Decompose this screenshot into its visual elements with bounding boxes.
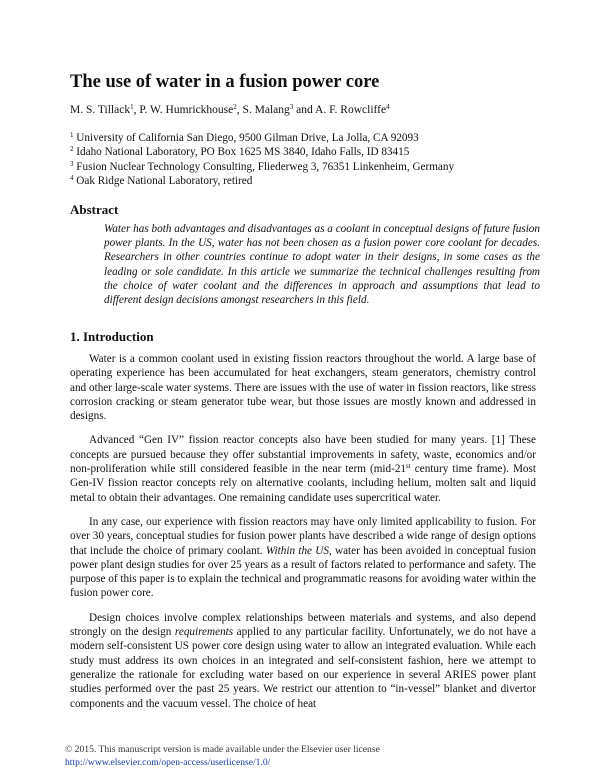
paragraph [70, 611, 536, 711]
paragraph-text: Water is a common coolant used in existing fission reactors throughout the world. A large base of operating experience has been accumulated for heat exchangers, steam generators, chemistry control and other large-scale water systems. There are issues with the use of water in fission reactors, like stress corrosion cracking or steam generator tube wear, but those issues are mostly known and addressed in designs. [70, 353, 536, 423]
author-affiliation-marker: 3 [289, 103, 294, 111]
emphasis-text: Within the US [265, 544, 329, 557]
author-affiliation-marker: 2 [233, 103, 237, 111]
affiliation-number: 2 [70, 145, 74, 154]
author-list [70, 104, 390, 116]
section-heading: 1. Introduction [70, 329, 154, 344]
author-affiliation-marker: 4 [386, 103, 390, 111]
affiliation-text: Fusion Nuclear Technology Consulting, Fliederweg 3, 76351 Linkenheim, Germany [73, 160, 455, 173]
paragraph-text: In any case, our experience with fission reactors may have only limited applicability to fusion. For over 30 years, conceptual studies for fusion power plants have described a wide range of design options that include the choice of primary coolant. [70, 515, 536, 557]
paragraph [70, 352, 536, 423]
ordinal-superscript: st [406, 462, 411, 471]
affiliation-number: 1 [70, 131, 74, 139]
paper-title: The use of water in a fusion power core [70, 72, 380, 92]
abstract-heading: Abstract [70, 202, 119, 217]
affiliation-item [70, 145, 454, 159]
paragraph-text: century time frame). Most Gen-IV fission reactor concepts rely on alternative coolants, including helium, molten salt and liquid metal to obtain their advantages. One remaining candidate uses supercritical water. [70, 463, 536, 504]
affiliation-item [70, 131, 454, 145]
affiliation-number: 4 [70, 173, 74, 182]
affiliation-text: Idaho National Laboratory, PO Box 1625 MS 3840, Idaho Falls, ID 83415 [73, 146, 410, 159]
affiliation-text: Oak Ridge National Laboratory, retired [73, 174, 253, 187]
author-name: A. F. Rowcliffe [315, 104, 387, 116]
author-separator: , [133, 104, 140, 116]
paragraph-text: applied to any particular facility. Unfortunately, we do not have a modern self-consistent US power core design using water to allow an integrated evaluation. While each study must address its own choices in an integrated and self-consistent fashion, here we attempt to generalize the rationale for excluding water based on our experience in several ARIES power plant studies performed over the past 25 years. We restrict our attention to “in-vessel” blanket and divertor components and the vacuum vessel. The choice of heat [70, 626, 536, 710]
affiliation-text: University of California San Diego, 9500 Gilman Drive, La Jolla, CA 92093 [73, 132, 419, 144]
paragraph-text: , water has been avoided in conceptual fusion power plant design studies for over 25 years as a result of factors related to performance and safety. The purpose of this paper is to explain the technical and programmatic reasons for avoiding water within the fusion power core. [70, 544, 536, 600]
author-name: P. W. Humrickhouse [139, 104, 234, 116]
paragraph [70, 433, 536, 504]
affiliation-list [70, 131, 454, 188]
author-separator: , [236, 104, 243, 116]
paragraph-text: Advanced “Gen IV” fission reactor concepts also have been studied for many years. [1] These concepts are pursued because they offer substantial improvements in safety, waste, economics and/or non-proliferation while still considered feasible in the near term (mid-21 [70, 434, 536, 476]
paragraph-text: Design choices involve complex relationships between materials and systems, and also depend strongly on the design [70, 611, 536, 639]
author-affiliation-marker: 1 [130, 103, 134, 111]
affiliation-item [70, 174, 454, 188]
body-text [70, 352, 536, 711]
author-separator: and [293, 104, 316, 116]
author-name: M. S. Tillack [70, 104, 131, 116]
license-text: © 2015. This manuscript version is made available under the Elsevier user license [65, 744, 380, 755]
emphasis-text: requirements [174, 626, 234, 639]
author-name: S. Malang [242, 104, 290, 116]
affiliation-number: 3 [70, 159, 74, 168]
affiliation-item [70, 160, 454, 174]
paragraph [70, 515, 536, 601]
license-footer [65, 743, 380, 769]
abstract-text: Water has both advantages and disadvantages as a coolant in conceptual designs of future fusion power plants. In the US, water has not been chosen as a fusion power core coolant for decades. Researchers in other countries continue to adopt water in their designs, in some cases as the leading or sole candidate. In this article we summarize the technical challenges resulting from the choice of water coolant and the differences in approach and assumptions that lead to different design decisions amongst researchers in this field. [104, 223, 540, 307]
license-link[interactable]: http://www.elsevier.com/open-access/userlicense/1.0/ [65, 757, 271, 768]
